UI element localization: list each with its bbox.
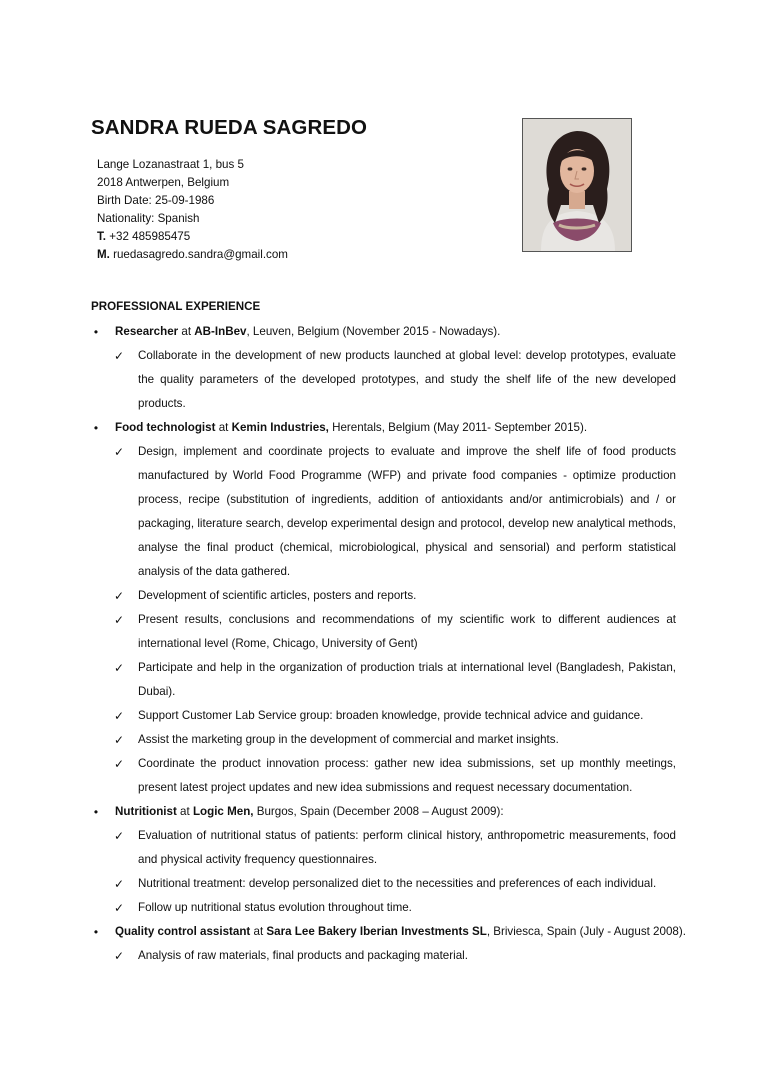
duty-item <box>91 440 676 584</box>
job-heading <box>91 416 676 440</box>
job-entry <box>91 800 676 920</box>
duty-item <box>91 752 676 800</box>
duty-text: Development of scientific articles, posters and reports. <box>138 589 417 602</box>
checkmark-icon: ✓ <box>114 661 125 675</box>
phone-label: T. <box>97 230 107 243</box>
nationality: Nationality: Spanish <box>97 212 200 225</box>
email-label: M. <box>97 248 110 261</box>
checkmark-icon: ✓ <box>114 709 125 723</box>
duty-item <box>91 704 676 728</box>
duty-item <box>91 656 676 704</box>
birth-date: Birth Date: 25-09-1986 <box>97 194 215 207</box>
candidate-name: SANDRA RUEDA SAGREDO <box>91 116 368 139</box>
duty-text: Nutritional treatment: develop personalized diet to the necessities and preferences of each individual. <box>138 877 657 890</box>
job-company: Logic Men, <box>192 805 254 818</box>
duty-item <box>91 344 676 416</box>
checkmark-icon: ✓ <box>114 757 125 771</box>
job-at: at <box>178 325 195 338</box>
duty-item <box>91 584 676 608</box>
job-entry <box>91 416 676 800</box>
job-at: at <box>176 805 193 818</box>
checkmark-icon: ✓ <box>114 901 125 915</box>
duty-text: Follow up nutritional status evolution throughout time. <box>138 901 412 914</box>
duty-text: Coordinate the product innovation process: gather new idea submissions, set up monthly meetings, present latest project updates and new idea submissions and request necessary documentation. <box>138 757 676 794</box>
phone-number: +32 485985475 <box>109 230 191 243</box>
address-line-1: Lange Lozanastraat 1, bus 5 <box>97 158 244 171</box>
job-heading <box>91 920 686 944</box>
duty-text: Collaborate in the development of new products launched at global level: develop prototypes, evaluate the quality parameters of the developed prototypes, and study the shelf life of the new developed products. <box>138 349 676 410</box>
contact-block <box>97 156 288 264</box>
checkmark-icon: ✓ <box>114 613 125 627</box>
duty-item <box>91 896 676 920</box>
bullet-icon: • <box>93 805 99 819</box>
duty-text: Participate and help in the organization of production trials at international level (Bangladesh, Pakistan, Dubai). <box>138 661 676 698</box>
job-details: Burgos, Spain (December 2008 – August 2009): <box>253 805 504 818</box>
checkmark-icon: ✓ <box>114 829 125 843</box>
job-company: Kemin Industries, <box>231 421 329 434</box>
bullet-icon: • <box>93 325 99 339</box>
job-company: AB-InBev <box>194 325 247 338</box>
email-line <box>97 246 288 264</box>
duty-item <box>91 824 676 872</box>
job-at: at <box>250 925 267 938</box>
job-entry <box>91 920 686 968</box>
duty-text: Evaluation of nutritional status of patients: perform clinical history, anthropometric measurements, food and physical activity frequency questionnaires. <box>138 829 676 866</box>
duty-item <box>91 608 676 656</box>
checkmark-icon: ✓ <box>114 349 125 363</box>
job-details: Herentals, Belgium (May 2011- September 2015). <box>328 421 588 434</box>
section-title-professional-experience: PROFESSIONAL EXPERIENCE <box>91 300 261 313</box>
checkmark-icon: ✓ <box>114 589 125 603</box>
job-heading <box>91 320 676 344</box>
bullet-icon: • <box>93 421 99 435</box>
duty-text: Analysis of raw materials, final products and packaging material. <box>138 949 468 962</box>
job-role: Nutritionist <box>115 805 177 818</box>
job-details: , Briviesca, Spain (July - August 2008). <box>486 925 686 938</box>
job-role: Researcher <box>115 325 179 338</box>
duty-item <box>91 872 676 896</box>
checkmark-icon: ✓ <box>114 877 125 891</box>
duty-text: Support Customer Lab Service group: broaden knowledge, provide technical advice and guidance. <box>138 709 644 722</box>
job-role: Food technologist <box>115 421 216 434</box>
job-company: Sara Lee Bakery Iberian Investments SL <box>266 925 487 938</box>
job-details: , Leuven, Belgium (November 2015 - Nowadays). <box>246 325 501 338</box>
address-line-2: 2018 Antwerpen, Belgium <box>97 176 230 189</box>
portrait-illustration <box>523 119 631 251</box>
checkmark-icon: ✓ <box>114 949 125 963</box>
checkmark-icon: ✓ <box>114 733 125 747</box>
job-heading <box>91 800 676 824</box>
duty-text: Assist the marketing group in the development of commercial and market insights. <box>138 733 559 746</box>
job-at: at <box>215 421 232 434</box>
experience-list <box>91 320 686 968</box>
phone-line <box>97 228 288 246</box>
duty-item <box>91 944 676 968</box>
email-address: ruedasagredo.sandra@gmail.com <box>113 248 288 261</box>
portrait-photo-icon <box>522 118 632 252</box>
job-entry <box>91 320 676 416</box>
duty-item <box>91 728 676 752</box>
duty-text: Present results, conclusions and recommendations of my scientific work to different audiences at international level (Rome, Chicago, University of Gent) <box>138 613 676 650</box>
bullet-icon: • <box>93 925 99 939</box>
job-role: Quality control assistant <box>115 925 251 938</box>
duty-text: Design, implement and coordinate projects to evaluate and improve the shelf life of food products manufactured by World Food Programme (WFP) and private food companies - optimize production process, recipe (substitution of ingredients, addition of antioxidants and/or antimicrobials) and / or packaging, literature search, develop experimental design and protocol, develop new analytical methods, analyse the final product (chemical, microbiological, physical and sensorial) and perform statistical analysis of the data gathered. <box>138 445 676 578</box>
checkmark-icon: ✓ <box>114 445 125 459</box>
